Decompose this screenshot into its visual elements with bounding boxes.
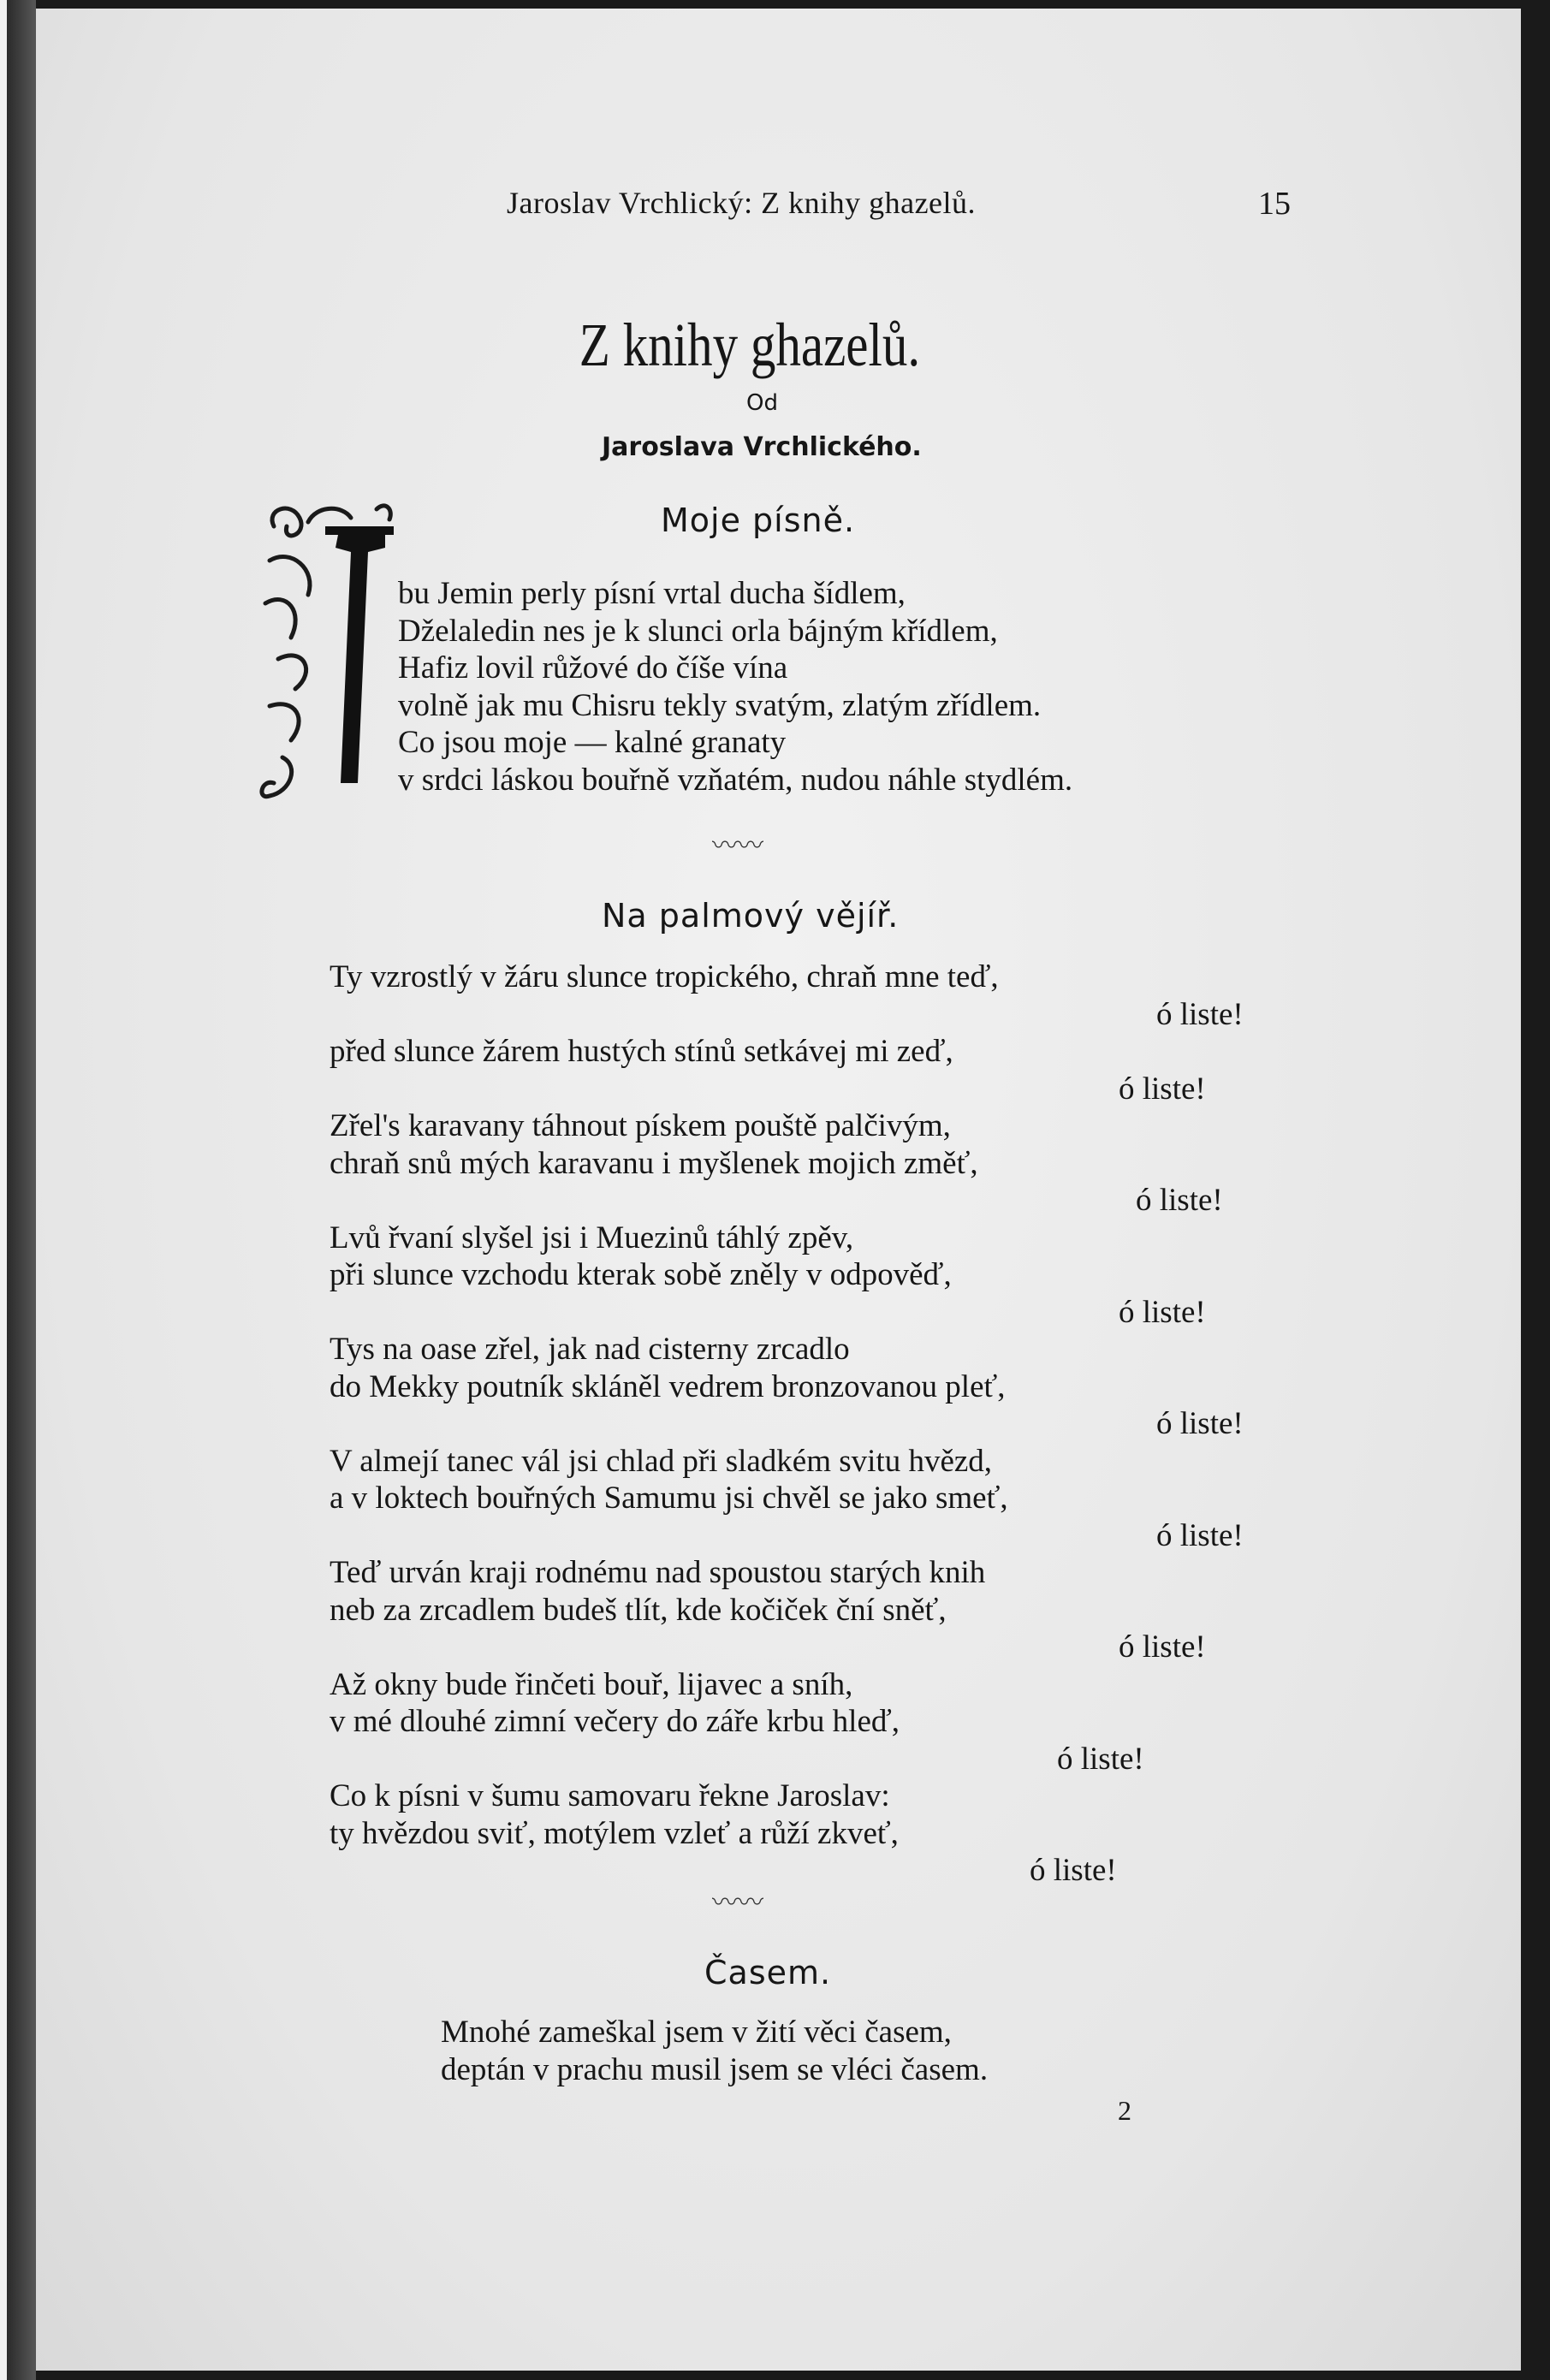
refrain: ó liste! (1136, 1183, 1223, 1218)
initial-letter: I (257, 501, 258, 502)
refrain: ó liste! (1156, 996, 1244, 1032)
byline-prefix: Od (746, 390, 778, 416)
verse-line: V almejí tanec vál jsi chlad při sladkém svitu hvězd, (330, 1443, 993, 1479)
verse-line: chraň snů mých karavanu i myšlenek mojich změť, (330, 1145, 978, 1181)
poem-title-moje-pisne: Moje písně. (661, 502, 856, 539)
verse-line: Teď urván kraji rodnému nad spoustou starých knih (330, 1555, 986, 1590)
running-header: Jaroslav Vrchlický: Z knihy ghazelů. (507, 186, 977, 220)
verse-line: Dželaledin nes je k slunci orla bájným křídlem, (398, 613, 998, 649)
refrain: ó liste! (1156, 1517, 1244, 1553)
verse-line: Mnohé zameškal jsem v žití věci časem, (441, 2015, 952, 2050)
verse-line: volně jak mu Chisru tekly svatým, zlatým zřídlem. (398, 687, 1042, 723)
book-spine-edge (0, 0, 36, 2380)
verse-line: Lvů řvaní slyšel jsi i Muezinů táhlý zpěv, (330, 1220, 854, 1255)
refrain: ó liste! (1057, 1741, 1144, 1777)
poem-title-casem: Časem. (704, 1954, 832, 1991)
verse-line: neb za zrcadlem budeš tlít, kde kočiček ční sněť, (330, 1592, 947, 1628)
page-number: 15 (1258, 186, 1291, 222)
signature-mark: 2 (1118, 2095, 1131, 2126)
section-separator: 〰〰 (712, 831, 763, 861)
verse-line: Ty vzrostlý v žáru slunce tropického, chraň mne teď, (330, 959, 999, 994)
page-title: Z knihy ghazelů. (579, 311, 921, 379)
verse-line: deptán v prachu musil jsem se vléci časem. (441, 2051, 989, 2087)
refrain: ó liste! (1119, 1294, 1206, 1330)
poem-casem-lines (441, 2014, 988, 2088)
refrain: ó liste! (1156, 1406, 1244, 1441)
refrain: ó liste! (1030, 1853, 1117, 1888)
byline-author: Jaroslava Vrchlického. (602, 432, 922, 462)
verse-line: bu Jemin perly písní vrtal ducha šídlem, (398, 576, 906, 611)
verse-line: Co k písni v šumu samovaru řekne Jaroslav: (330, 1778, 890, 1813)
verse-line: Zřel's karavany táhnout pískem pouště palčivým, (330, 1108, 951, 1143)
poem-moje-pisne-lines (398, 575, 1072, 798)
section-separator: 〰〰 (712, 1888, 763, 1918)
verse-line: a v loktech bouřných Samumu jsi chvěl se jako smeť, (330, 1481, 1008, 1516)
verse-line: ty hvězdou sviť, motýlem vzleť a růží zkveť, (330, 1815, 899, 1851)
verse-line: Až okny bude řinčeti bouř, lijavec a sníh, (330, 1666, 853, 1702)
verse-line: v srdci láskou bouřně vzňatém, nudou náhle stydlém. (398, 762, 1073, 798)
refrain: ó liste! (1119, 1071, 1206, 1107)
verse-line: při slunce vzchodu kterak sobě zněly v odpověď, (330, 1257, 952, 1292)
verse-line: do Mekky poutník skláněl vedrem bronzovanou pleť, (330, 1368, 1006, 1404)
verse-line: Tys na oase zřel, jak nad cisterny zrcadlo (330, 1332, 850, 1367)
poem-title-na-palmovy-vejir: Na palmový vějíř. (602, 897, 900, 935)
verse-line: Co jsou moje — kalné granaty (398, 725, 787, 760)
refrain: ó liste! (1119, 1629, 1206, 1665)
verse-line: před slunce žárem hustých stínů setkávej mi zeď, (330, 1034, 953, 1069)
verse-line: v mé dlouhé zimní večery do záře krbu hleď, (330, 1704, 900, 1739)
poem-vejir-lines (330, 959, 1244, 1890)
verse-line: Hafiz lovil růžové do číše vína (398, 650, 788, 686)
ornamental-initial-icon (257, 501, 402, 817)
